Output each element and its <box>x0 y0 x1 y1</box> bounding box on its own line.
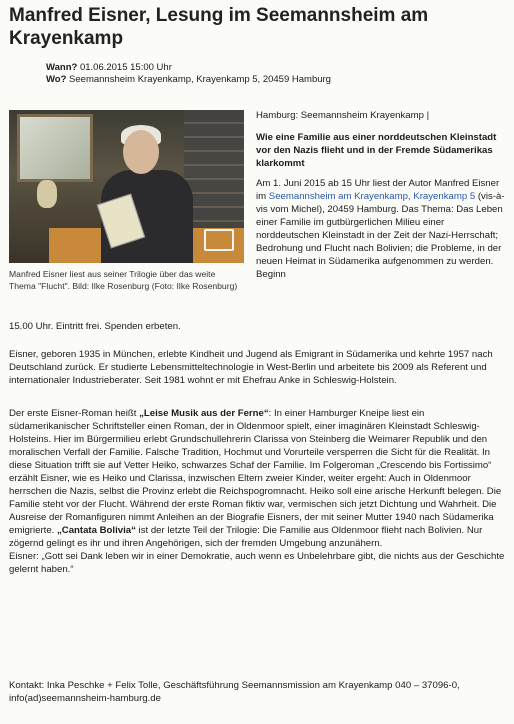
novel-title-1: „Leise Musik aus der Ferne“ <box>139 408 269 419</box>
photo-person-head <box>123 130 159 174</box>
location-line: Hamburg: Seemannsheim Krayenkamp | <box>256 110 430 121</box>
photo-caption: Manfred Eisner liest aus seiner Trilogie über das weite Thema "Flucht". Bild: Ilke Rosenburg (Foto: Ilke Rosenburg) <box>9 269 238 291</box>
intro-text-1: Am 1. Juni 2015 ab 15 Uhr liest der Autor Manfred Eisner im <box>256 178 500 202</box>
article-lead: Wie eine Familie aus einer norddeutschen Kleinstadt vor den Nazis flieht und in der Fremde Südamerikas klarkommt <box>256 132 497 169</box>
trilogy-text-e: ist der letzte Teil der Trilogie: Die Familie aus Oldenmoor flieht nach Bolivien. Nur zögernd gelingt es ihr und ihren Angehörigen, sich der fremden Umgebung anzunähern. <box>9 525 483 549</box>
novel-title-3: „Cantata Bolivia“ <box>56 525 136 536</box>
contact-paragraph: Kontakt: Inka Peschke + Felix Tolle, Geschäftsführung Seemannsmission am Krayenkamp 040 – 37096-0, info(ad)seemannsheim-hamburg.de <box>9 680 460 704</box>
page-title: Manfred Eisner, Lesung im Seemannsheim am Krayenkamp <box>9 5 429 49</box>
when-label: Wann? <box>46 62 78 73</box>
photo-window <box>17 114 93 182</box>
when-value: 01.06.2015 15:00 Uhr <box>79 62 172 73</box>
event-meta <box>46 62 331 86</box>
article-intro-column <box>256 109 508 281</box>
article-intro <box>256 177 508 281</box>
trilogy-paragraph <box>9 407 505 576</box>
where-row <box>46 74 331 86</box>
intro-continuation: 15.00 Uhr. Eintritt frei. Spenden erbeten. <box>9 321 181 332</box>
photo-vase <box>37 180 57 208</box>
where-label: Wo? <box>46 74 67 85</box>
when-row <box>46 62 331 74</box>
trilogy-text-c: : In einer Hamburger Kneipe liest ein südamerikanischer Schriftsteller einen Roman, der in Oldenmoor spielt, einer imaginären Kleinstadt Schleswig-Holsteins. Hier im Bürgermilieu erlebt Grundschullehrerin Clarissa von Steinberg die Weimarer Republik und den moralischen Verfall der Familie. Falsche Tradition, Hochmut und Vorurteile versperren die Sicht für die Realität. In diese Situation trifft sie auf Vetter Heiko, schwarzes Schaf der Familie. Im Folgeroman „Crescendo bis Fortissimo“ erzählt Eisner, wie es Heiko und Clarissa, inzwischen Eltern zweier Kinder, weiter ergeht: Auch in Oldenmoor herrschen die Nazis, selbst die Provinz erlebt die Reichspogromnacht. Heiko soll eine arische Herkunft belegen. Die Familie steht vor der Flucht. Während der erste Roman fiktiv war, vermischen sich jetzt Dichtung und Wahrheit. Die Ausreise der Romanfiguren nimmt Anleihen an der Biografie Eisners, der mit seiner Mutter 1940 nach Südamerika emigrierte. <box>9 408 502 536</box>
trilogy-text-a: Der erste Eisner-Roman heißt <box>9 408 140 419</box>
gallery-icon[interactable] <box>204 229 234 251</box>
venue-link[interactable]: Seemannsheim am Krayenkamp, Krayenkamp 5 <box>268 191 476 202</box>
author-photo[interactable] <box>9 110 244 263</box>
intro-text-2: (vis-à-vis vom Michel), 20459 Hamburg. Das Thema: Das Leben einer Familie im gutbürgerlichen Milieu einer norddeutschen Kleinstadt in der Zeit der Nazi-Herrschaft; Bedrohung und Flucht nach Bolivien; die Probleme, in der neuen Heimat in Südamerika aufgenommen zu werden. Beginn <box>256 191 505 280</box>
author-bio-paragraph: Eisner, geboren 1935 in München, erlebte Kindheit und Jugend als Emigrant in Südamerika und kehrte 1957 nach Deutschland zurück. Er studierte Lebensmitteltechnologie in West-Berlin und arbeitete bis 2009 als Referent und internationaler Industrieberater. Seit 1981 wohnt er mit Ehefrau Anke in Schleswig-Holstein. <box>9 349 493 386</box>
author-quote: Eisner: „Gott sei Dank leben wir in einer Demokratie, auch wenn es Unbelehrbare gibt, die nichts aus der Geschichte gelernt haben.“ <box>9 551 505 575</box>
where-value: Seemannsheim Krayenkamp, Krayenkamp 5, 20459 Hamburg <box>69 74 331 85</box>
